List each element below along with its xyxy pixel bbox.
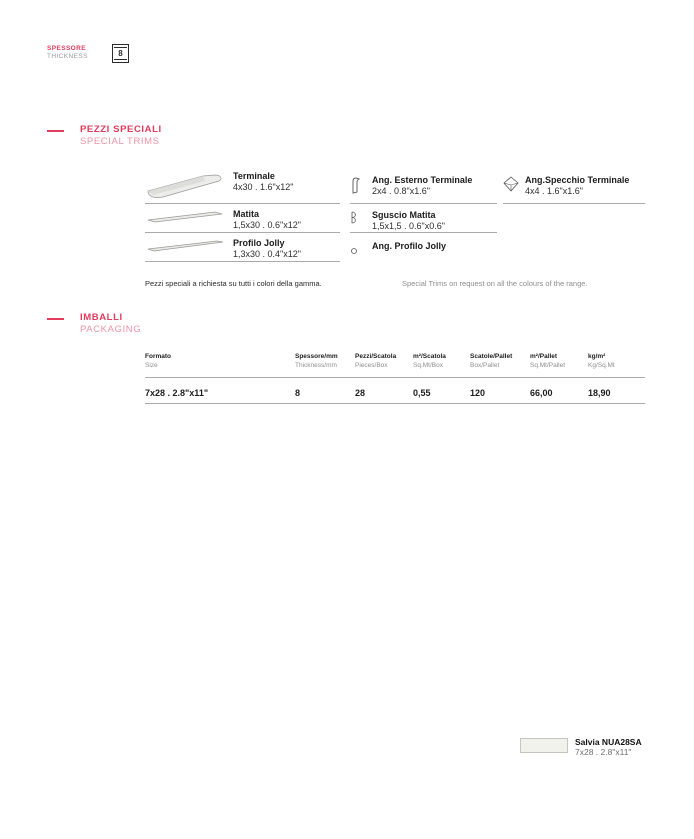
packaging-title-en: PACKAGING: [80, 324, 142, 335]
profilo-jolly-image: [145, 239, 227, 258]
col-header-it: Pezzi/Scatola: [355, 353, 397, 360]
packaging-value-kg-mq: 18,90: [588, 388, 611, 398]
trims-row1-separator: [350, 203, 497, 204]
trim-item-matita: [145, 209, 340, 230]
product-size: 7x28 . 2.8"x11": [575, 747, 632, 757]
packaging-bottom-separator: [145, 403, 645, 404]
col-header-it: Formato: [145, 353, 171, 360]
trims-row2-separator: [350, 232, 497, 233]
trim-item-profilo-jolly: [145, 238, 340, 259]
col-header-en: Kg/Sq.Mt: [588, 362, 615, 369]
ang-specchio-terminale-icon: [503, 175, 519, 197]
trim-item-ang-profilo-jolly: [350, 241, 497, 260]
section-dash-packaging: [47, 318, 64, 320]
packaging-value-scatole-pallet: 120: [470, 388, 486, 398]
trim-name: Terminale: [233, 171, 275, 181]
packaging-col-header: [530, 353, 565, 370]
packaging-value-mq-scatola: 0,55: [413, 388, 431, 398]
special-trims-title-en: SPECIAL TRIMS: [80, 136, 160, 147]
packaging-value-pezzi-scatola: 28: [355, 388, 366, 398]
matita-image: [145, 209, 227, 230]
trim-name: Profilo Jolly: [233, 238, 285, 248]
col-header-en: Thickness/mm: [295, 362, 337, 369]
trims-row2-separator: [145, 232, 340, 233]
col-header-it: kg/m²: [588, 353, 606, 360]
thickness-label-it: SPESSORE: [47, 45, 86, 52]
packaging-title-it: IMBALLI: [80, 312, 123, 323]
col-header-it: Spessore/mm: [295, 353, 338, 360]
ang-esterno-terminale-icon: [350, 175, 366, 199]
col-header-en: Box/Pallet: [470, 362, 500, 369]
packaging-value-mq-pallet: 66,00: [530, 388, 553, 398]
col-header-en: Size: [145, 362, 158, 369]
trim-item-terminale: [145, 171, 340, 206]
trim-size: 4x4 . 1.6"x1.6": [525, 186, 583, 196]
packaging-col-header: [413, 353, 446, 370]
col-header-it: m²/Scatola: [413, 353, 446, 360]
trim-name: Matita: [233, 209, 260, 219]
ang-profilo-jolly-icon: [350, 241, 366, 260]
packaging-col-header: [295, 353, 338, 370]
trim-size: 1,5x1,5 . 0.6"x0.6": [372, 221, 445, 231]
trim-item-ang-specchio-terminale: [503, 175, 645, 197]
trim-name: Ang. Profilo Jolly: [372, 241, 447, 251]
trim-name: Sguscio Matita: [372, 210, 436, 220]
sguscio-matita-icon: [350, 210, 366, 229]
packaging-col-header: [355, 353, 396, 370]
trim-size: 2x4 . 0.8"x1.6": [372, 186, 430, 196]
special-trims-title-it: PEZZI SPECIALI: [80, 124, 162, 135]
col-header-it: m²/Pallet: [530, 353, 558, 360]
trim-item-sguscio-matita: [350, 210, 497, 231]
thickness-icon: [112, 44, 129, 63]
col-header-en: Pieces/Box: [355, 362, 388, 369]
trim-size: 1,3x30 . 0.4"x12": [233, 249, 301, 259]
col-header-en: Sq.Mt/Box: [413, 362, 443, 369]
packaging-col-header: [588, 353, 615, 370]
packaging-header-separator: [145, 377, 645, 378]
trim-item-ang-esterno-terminale: [350, 175, 497, 199]
trims-note-it: Pezzi speciali a richiesta su tutti i colori della gamma.: [145, 279, 322, 288]
thickness-value: 8: [118, 49, 123, 58]
terminale-image: [145, 171, 227, 206]
trims-row1-separator: [145, 203, 340, 204]
packaging-col-header: [470, 353, 512, 370]
thickness-block: [47, 45, 88, 60]
packaging-value-formato: 7x28 . 2.8"x11": [145, 388, 209, 398]
trim-size: 1,5x30 . 0.6"x12": [233, 220, 301, 230]
product-color-swatch: [520, 738, 568, 753]
trim-size: 4x30 . 1.6"x12": [233, 182, 294, 192]
trim-name: Ang.Specchio Terminale: [525, 175, 630, 185]
trims-note-en: Special Trims on request on all the colours of the range.: [402, 279, 588, 288]
trims-row1-separator: [503, 203, 645, 204]
trims-row3-separator: [145, 261, 340, 262]
col-header-en: Sq.Mt/Pallet: [530, 362, 566, 369]
col-header-it: Scatole/Pallet: [470, 353, 513, 360]
thickness-label-en: THICKNESS: [47, 53, 88, 60]
trim-name: Ang. Esterno Terminale: [372, 175, 473, 185]
packaging-col-header: [145, 353, 171, 370]
product-name: Salvia NUA28SA: [575, 737, 642, 747]
section-dash-special-trims: [47, 130, 64, 132]
packaging-value-spessore: 8: [295, 388, 301, 398]
